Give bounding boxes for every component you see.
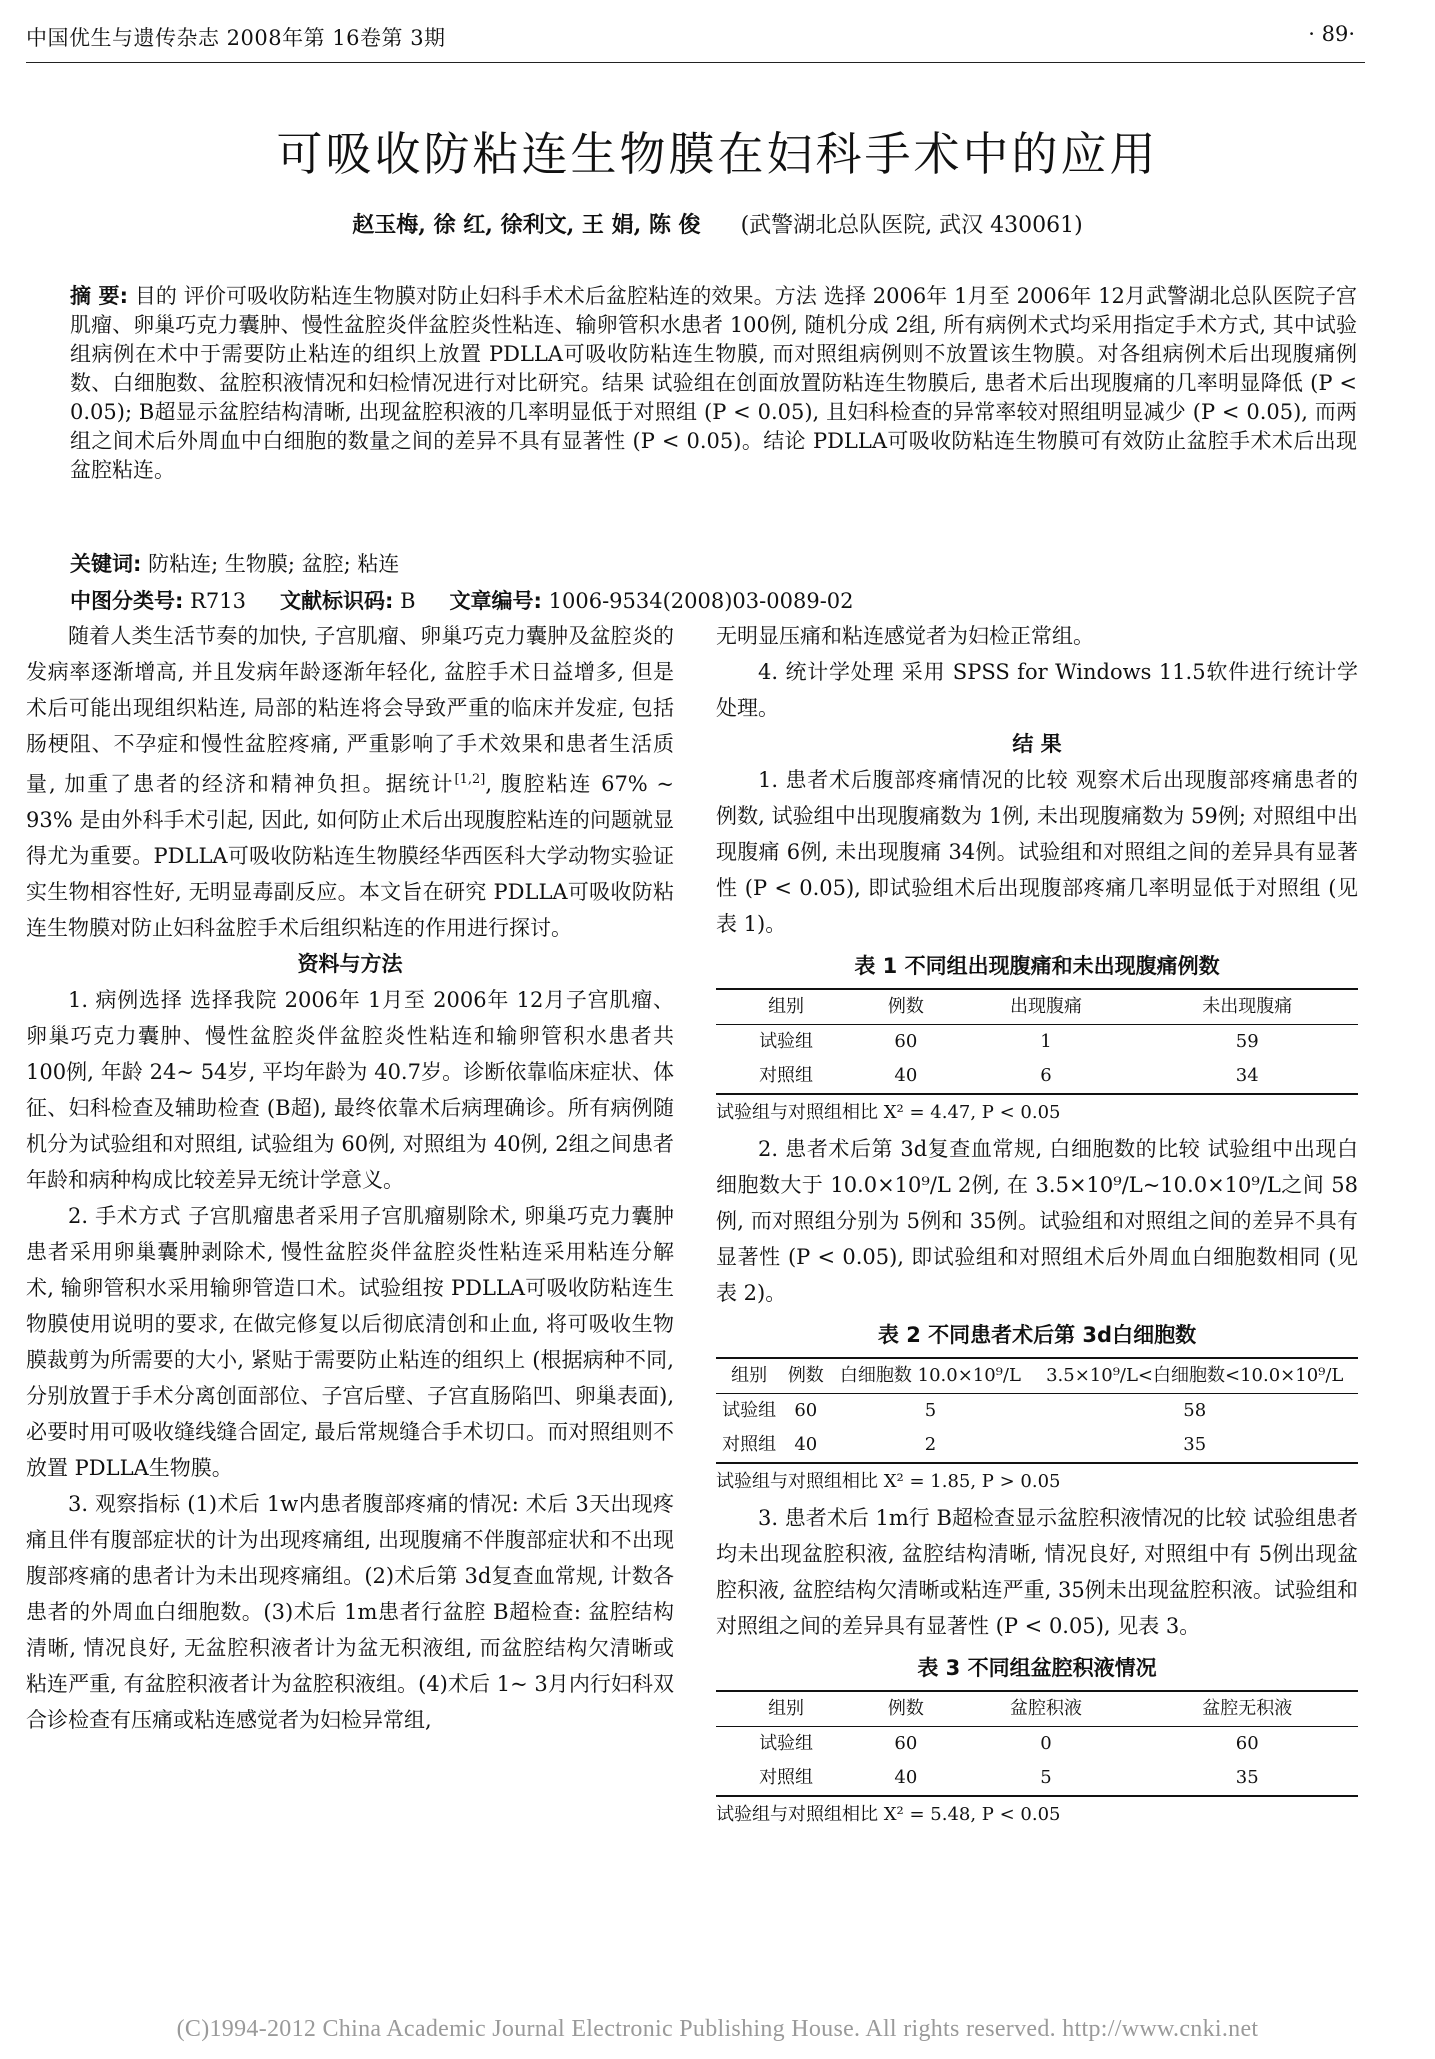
table-cell: 34 <box>1235 1065 1259 1086</box>
methods-observation: 3. 观察指标 (1)术后 1w内患者腹部疼痛的情况: 术后 3天出现疼痛且伴有腹部症状的计为出现疼痛组, 出现腹痛不伴腹部症状和不出现腹部疼痛的患者计为未出现疼痛组。(2)术后第 3d复查血常规, 计数各患者的外周血白细胞数。(3)术后 1m患者行盆腔 B超检查: 盆腔结构清晰, 情况良好, 无盆腔积液者计为盆无积液组, 而盆腔结构欠清晰或粘连严重, 有盆腔积液者计为盆腔积液组。(4)术后 1~ 3月内行妇科双合诊检查有压痛或粘连感觉者为妇检异常组, <box>26 1492 674 1732</box>
article-title: 可吸收防粘连生物膜在妇科手术中的应用 <box>276 127 1159 181</box>
table-cell: 对照组 <box>722 1434 777 1455</box>
doc-code-label: 文献标识码: <box>280 589 394 613</box>
results-wbc: 2. 患者术后第 3d复查血常规, 白细胞数的比较 试验组中出现白细胞数大于 10.0×10⁹/L 2例, 在 3.5×10⁹/L~10.0×10⁹/L之间 58例, 而对照组分别为 5例和 35例。试验组和对照组之间的差异不具有显著性 (P < 0.05), 即试验组和对照组术后外周血白细胞数相同 (见表 2)。 <box>716 1137 1358 1305</box>
table1-header: 出现腹痛 <box>1010 996 1083 1017</box>
page-number: · 89· <box>1308 22 1355 46</box>
author-line <box>0 208 1435 239</box>
table-cell: 60 <box>794 1400 818 1421</box>
table-cell: 40 <box>894 1767 918 1788</box>
abstract <box>70 282 1357 485</box>
table-row <box>716 1727 1358 1762</box>
table3-header: 例数 <box>887 1698 924 1719</box>
table-row <box>716 1025 1358 1060</box>
table-cell: 5 <box>1040 1767 1052 1788</box>
table-cell: 试验组 <box>722 1400 777 1421</box>
table3-caption: 表 3 不同组盆腔积液情况 <box>917 1656 1157 1680</box>
table2-header: 组别 <box>731 1365 768 1386</box>
table2 <box>716 1357 1358 1464</box>
authors: 赵玉梅, 徐 红, 徐利文, 王 娟, 陈 俊 <box>352 212 701 238</box>
table-cell: 40 <box>794 1434 818 1455</box>
citation: [1,2] <box>454 772 486 787</box>
table-cell: 试验组 <box>759 1733 814 1754</box>
table3-header: 盆腔积液 <box>1010 1698 1083 1719</box>
table-cell: 试验组 <box>759 1031 814 1052</box>
keywords <box>70 548 1357 578</box>
table-cell: 60 <box>894 1733 918 1754</box>
keywords-label: 关键词: <box>70 552 142 576</box>
table1-caption: 表 1 不同组出现腹痛和未出现腹痛例数 <box>854 954 1220 978</box>
clc-value: R713 <box>190 589 246 613</box>
table-row <box>716 1394 1358 1429</box>
table-cell: 60 <box>1235 1733 1259 1754</box>
table-row <box>716 1059 1358 1094</box>
table3-header: 组别 <box>768 1698 805 1719</box>
table-cell: 60 <box>894 1031 918 1052</box>
table2-note: 试验组与对照组相比 X² = 1.85, P > 0.05 <box>716 1471 1061 1492</box>
header-rule <box>26 62 1365 63</box>
table-cell: 0 <box>1040 1733 1052 1754</box>
clc-label: 中图分类号: <box>70 589 184 613</box>
article-number-label: 文章编号: <box>449 589 542 613</box>
table2-header: 白细胞数 10.0×10⁹/L <box>839 1365 1021 1386</box>
table-cell: 5 <box>924 1400 937 1421</box>
table2-header: 3.5×10⁹/L<白细胞数<10.0×10⁹/L <box>1046 1365 1344 1386</box>
results-heading: 结 果 <box>1012 732 1062 756</box>
table1-note: 试验组与对照组相比 X² = 4.47, P < 0.05 <box>716 1102 1061 1123</box>
methods-heading: 资料与方法 <box>297 952 403 976</box>
table1-header: 例数 <box>887 996 924 1017</box>
running-head: 中国优生与遗传杂志 2008年第 16卷第 3期 <box>26 26 446 50</box>
table-cell: 2 <box>924 1434 937 1455</box>
article-number-value: 1006-9534(2008)03-0089-02 <box>548 589 854 613</box>
table3-note: 试验组与对照组相比 X² = 5.48, P < 0.05 <box>716 1804 1061 1825</box>
table2-header: 例数 <box>787 1365 824 1386</box>
classification-line <box>70 585 1357 615</box>
table1-header: 组别 <box>768 996 805 1017</box>
table1 <box>716 988 1358 1095</box>
results-effusion: 3. 患者术后 1m行 B超检查显示盆腔积液情况的比较 试验组患者均未出现盆腔积液, 盆腔结构清晰, 情况良好, 对照组中有 5例出现盆腔积液, 盆腔结构欠清晰或粘连严重, 35例未出现盆腔积液。试验组和对照组之间的差异具有显著性 (P < 0.05), 见表 3。 <box>716 1506 1358 1638</box>
table-row <box>716 1761 1358 1796</box>
table-cell: 35 <box>1235 1767 1259 1788</box>
table3-header: 盆腔无积液 <box>1202 1698 1293 1719</box>
table-row <box>716 1428 1358 1463</box>
intro-paragraph: 随着人类生活节奏的加快, 子宫肌瘤、卵巢巧克力囊肿及盆腔炎的发病率逐渐增高, 并且发病年龄逐渐年轻化, 盆腔手术日益增多, 但是术后可能出现组织粘连, 局部的粘连将会导致严重的临床并发症, 包括肠梗阻、不孕症和慢性盆腔疼痛, 严重影响了手术效果和患者生活质量, 加重了患者的经济和精神负担。据统计[1,2], 腹腔粘连 67% ~ 93% 是由外科手术引起, 因此, 如何防止术后出现腹腔粘连的问题就显得尤为重要。PDLLA可吸收防粘连生物膜经华西医科大学动物实验证实生物相容性好, 无明显毒副反应。本文旨在研究 PDLLA可吸收防粘连生物膜对防止妇科盆腔手术后组织粘连的作用进行探讨。 <box>26 624 674 940</box>
table3 <box>716 1690 1358 1797</box>
table-cell: 对照组 <box>759 1065 814 1086</box>
table-cell: 35 <box>1183 1434 1207 1455</box>
table-cell: 58 <box>1183 1400 1207 1421</box>
right-column <box>716 618 1358 1833</box>
abstract-text: 目的 评价可吸收防粘连生物膜对防止妇科手术术后盆腔粘连的效果。方法 选择 2006年 1月至 2006年 12月武警湖北总队医院子宫肌瘤、卵巢巧克力囊肿、慢性盆腔炎伴盆腔炎性粘连、输卵管积水患者 100例, 随机分成 2组, 所有病例术式均采用指定手术方式, 其中试验组病例在术中于需要防止粘连的组织上放置 PDLLA可吸收防粘连生物膜, 而对照组病例则不放置该生物膜。对各组病例术后出现腹痛例数、白细胞数、盆腔积液情况和妇检情况进行对比研究。结果 试验组在创面放置防粘连生物膜后, 患者术后出现腹痛的几率明显降低 (P < 0.05); B超显示盆腔结构清晰, 出现盆腔积液的几率明显低于对照组 (P < 0.05), 且妇科检查的异常率较对照组明显减少 (P < 0.05), 而两组之间术后外周血中白细胞的数量之间的差异不具有显著性 (P < 0.05)。结论 PDLLA可吸收防粘连生物膜可有效防止盆腔手术术后出现盆腔粘连。 <box>70 284 1357 482</box>
doc-code-value: B <box>400 589 416 613</box>
methods-surgery: 2. 手术方式 子宫肌瘤患者采用子宫肌瘤剔除术, 卵巢巧克力囊肿患者采用卵巢囊肿剥除术, 慢性盆腔炎伴盆腔炎性粘连采用粘连分解术, 输卵管积水采用输卵管造口术。试验组按 PDLLA可吸收防粘连生物膜使用说明的要求, 在做完修复以后彻底清创和止血, 将可吸收生物膜裁剪为所需要的大小, 紧贴于需要防止粘连的组织上 (根据病种不同, 分别放置于手术分离创面部位、子宫后壁、子宫直肠陷凹、卵巢表面), 必要时用可吸收缝线缝合固定, 最后常规缝合手术切口。而对照组则不放置 PDLLA生物膜。 <box>26 1204 674 1480</box>
results-pain: 1. 患者术后腹部疼痛情况的比较 观察术后出现腹部疼痛患者的例数, 试验组中出现腹痛数为 1例, 未出现腹痛数为 59例; 对照组中出现腹痛 6例, 未出现腹痛 34例。试验组和对照组之间的差异具有显著性 (P < 0.05), 即试验组术后出现腹部疼痛几率明显低于对照组 (见表 1)。 <box>716 768 1358 936</box>
methods-statistics: 4. 统计学处理 采用 SPSS for Windows 11.5软件进行统计学处理。 <box>716 660 1358 720</box>
table2-caption: 表 2 不同患者术后第 3d白细胞数 <box>877 1323 1197 1347</box>
table-cell: 1 <box>1040 1031 1052 1052</box>
left-column <box>26 618 674 1738</box>
table-cell: 对照组 <box>759 1767 814 1788</box>
table1-header: 未出现腹痛 <box>1202 996 1293 1017</box>
abstract-label: 摘 要: <box>70 284 129 308</box>
keywords-text: 防粘连; 生物膜; 盆腔; 粘连 <box>148 552 400 576</box>
table-cell: 40 <box>894 1065 918 1086</box>
affiliation: (武警湖北总队医院, 武汉 430061) <box>740 213 1083 238</box>
table-cell: 59 <box>1235 1031 1259 1052</box>
table-cell: 6 <box>1040 1065 1052 1086</box>
methods-continued: 无明显压痛和粘连感觉者为妇检正常组。 <box>716 624 1094 648</box>
methods-case-selection: 1. 病例选择 选择我院 2006年 1月至 2006年 12月子宫肌瘤、卵巢巧克力囊肿、慢性盆腔炎伴盆腔炎性粘连和输卵管积水患者共 100例, 年龄 24~ 54岁, 平均年龄为 40.7岁。诊断依靠临床症状、体征、妇科检查及辅助检查 (B超), 最终依靠术后病理确诊。所有病例随机分为试验组和对照组, 试验组为 60例, 对照组为 40例, 2组之间患者年龄和病种构成比较差异无统计学意义。 <box>26 988 674 1192</box>
copyright-watermark: (C)1994-2012 China Academic Journal Electronic Publishing House. All rights reserved. http://www.cnki.net <box>176 2016 1259 2042</box>
